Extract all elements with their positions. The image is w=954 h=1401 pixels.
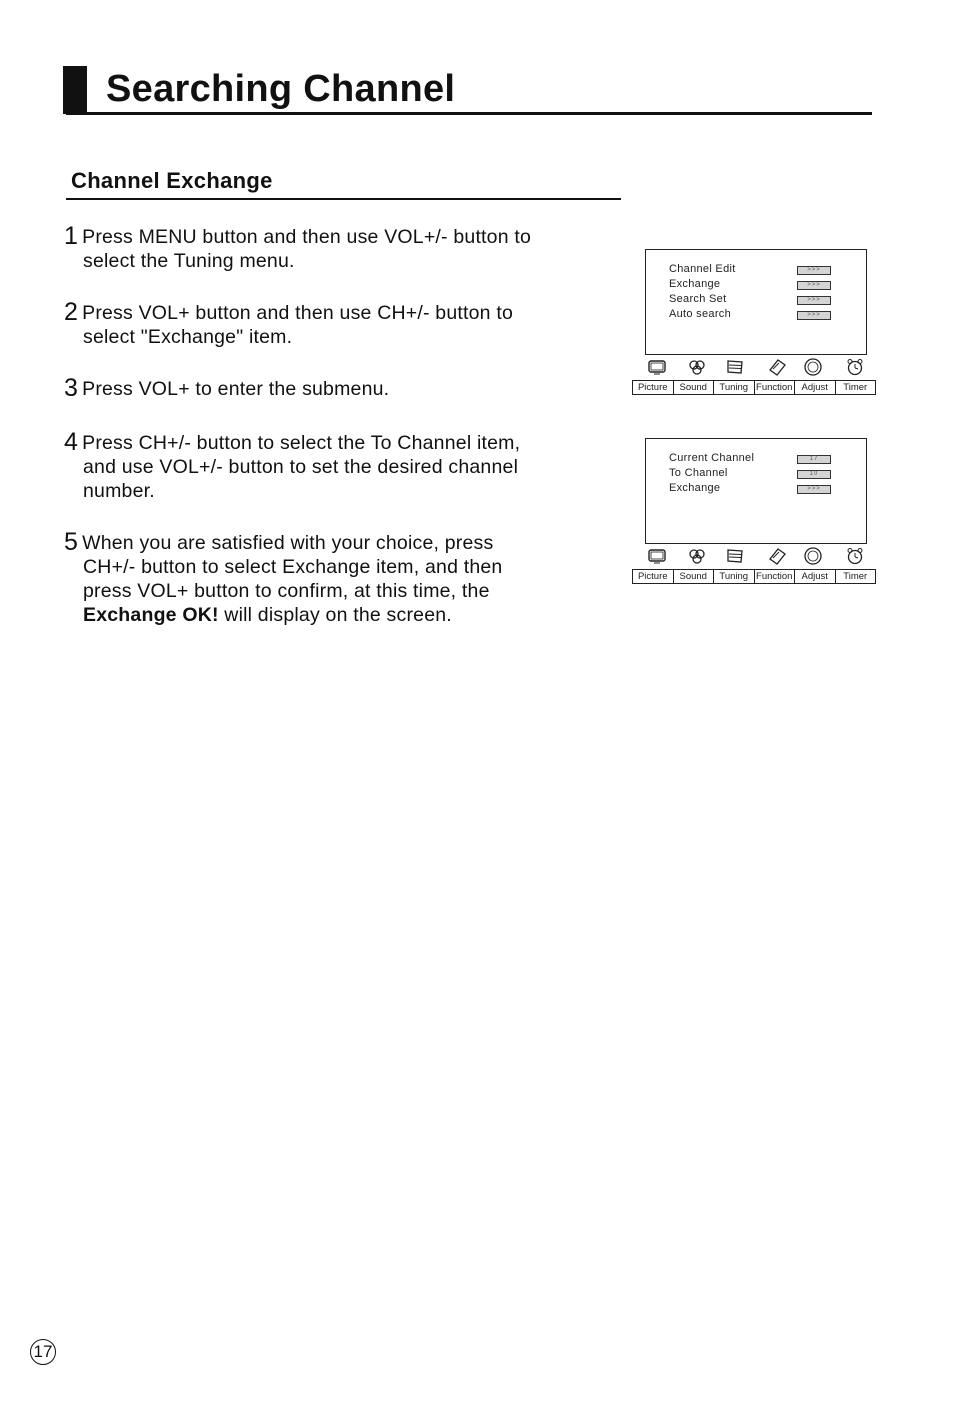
step-text: select the Tuning menu. <box>83 250 295 272</box>
menu-item-value: >>> <box>797 485 831 494</box>
timer-icon <box>845 358 865 376</box>
step-1 <box>64 224 624 273</box>
tuning-icon <box>725 358 745 376</box>
menu-item-label: Search Set <box>669 293 727 305</box>
menu-tab-bar <box>632 569 876 584</box>
title-accent-bar <box>63 66 87 114</box>
page-number: 17 <box>30 1339 56 1365</box>
menu-item-label: To Channel <box>669 467 728 479</box>
section-title: Channel Exchange <box>71 168 273 193</box>
tab-picture: Picture <box>633 381 674 394</box>
step-4 <box>64 430 624 503</box>
menu-item-label: Auto search <box>669 308 732 320</box>
step-5 <box>64 530 624 627</box>
exchange-ok-text: Exchange OK! <box>83 604 219 626</box>
adjust-icon <box>803 358 823 376</box>
step-number: 5 <box>64 528 79 556</box>
step-number: 2 <box>64 298 79 326</box>
tab-tuning: Tuning <box>714 381 755 394</box>
menu-item-value: 17 <box>797 455 831 464</box>
tab-function: Function <box>755 570 796 583</box>
step-text: When you are satisfied with your choice, press <box>82 532 494 554</box>
step-text: number. <box>83 480 155 502</box>
title-rule <box>66 112 872 115</box>
adjust-icon <box>803 547 823 565</box>
tv-icon <box>647 358 667 376</box>
step-text: will display on the screen. <box>218 604 452 626</box>
step-text: Press CH+/- button to select the To Channel item, <box>82 432 521 454</box>
menu-screen <box>645 249 867 355</box>
tab-tuning: Tuning <box>714 570 755 583</box>
menu-tab-bar <box>632 380 876 395</box>
step-text: CH+/- button to select Exchange item, and then <box>83 556 503 578</box>
step-3 <box>64 376 624 401</box>
tuning-menu-illustration <box>632 249 876 395</box>
menu-icon-strip <box>632 356 876 380</box>
menu-item-value: >>> <box>797 311 831 320</box>
menu-item-value: >>> <box>797 281 831 290</box>
tab-timer: Timer <box>843 571 868 582</box>
tuning-icon <box>725 547 745 565</box>
menu-item-label: Channel Edit <box>669 263 736 275</box>
tab-picture: Picture <box>633 570 674 583</box>
function-icon <box>767 358 787 376</box>
section-rule <box>66 198 621 200</box>
menu-screen <box>645 438 867 544</box>
step-text: press VOL+ button to confirm, at this time, the <box>83 580 490 602</box>
exchange-submenu-illustration <box>632 438 876 584</box>
page-title: Searching Channel <box>106 68 456 110</box>
tab-adjust: Adjust <box>795 570 836 583</box>
tab-sound: Sound <box>674 570 715 583</box>
step-text: and use VOL+/- button to set the desired channel <box>83 456 519 478</box>
menu-row <box>669 482 844 497</box>
step-number: 3 <box>64 374 79 402</box>
step-number: 1 <box>64 222 79 250</box>
tab-sound: Sound <box>674 381 715 394</box>
menu-item-value: 10 <box>797 470 831 479</box>
tv-icon <box>647 547 667 565</box>
menu-item-label: Exchange <box>669 278 721 290</box>
tab-timer: Timer <box>843 382 868 393</box>
step-text: Press VOL+ to enter the submenu. <box>82 378 390 400</box>
step-text: Press VOL+ button and then use CH+/- button to <box>82 302 513 324</box>
step-number: 4 <box>64 428 79 456</box>
sound-icon <box>687 358 707 376</box>
menu-item-label: Exchange <box>669 482 721 494</box>
menu-row <box>669 293 844 308</box>
menu-item-value: >>> <box>797 266 831 275</box>
menu-row <box>669 308 844 323</box>
menu-row <box>669 263 844 278</box>
step-text: Press MENU button and then use VOL+/- button to <box>82 226 532 248</box>
step-text: select "Exchange" item. <box>83 326 293 348</box>
tab-function: Function <box>755 381 796 394</box>
tab-adjust: Adjust <box>795 381 836 394</box>
menu-item-label: Current Channel <box>669 452 755 464</box>
step-2 <box>64 300 624 349</box>
menu-icon-strip <box>632 545 876 569</box>
sound-icon <box>687 547 707 565</box>
menu-row <box>669 452 844 467</box>
timer-icon <box>845 547 865 565</box>
menu-row <box>669 278 844 293</box>
menu-item-value: >>> <box>797 296 831 305</box>
menu-row <box>669 467 844 482</box>
function-icon <box>767 547 787 565</box>
